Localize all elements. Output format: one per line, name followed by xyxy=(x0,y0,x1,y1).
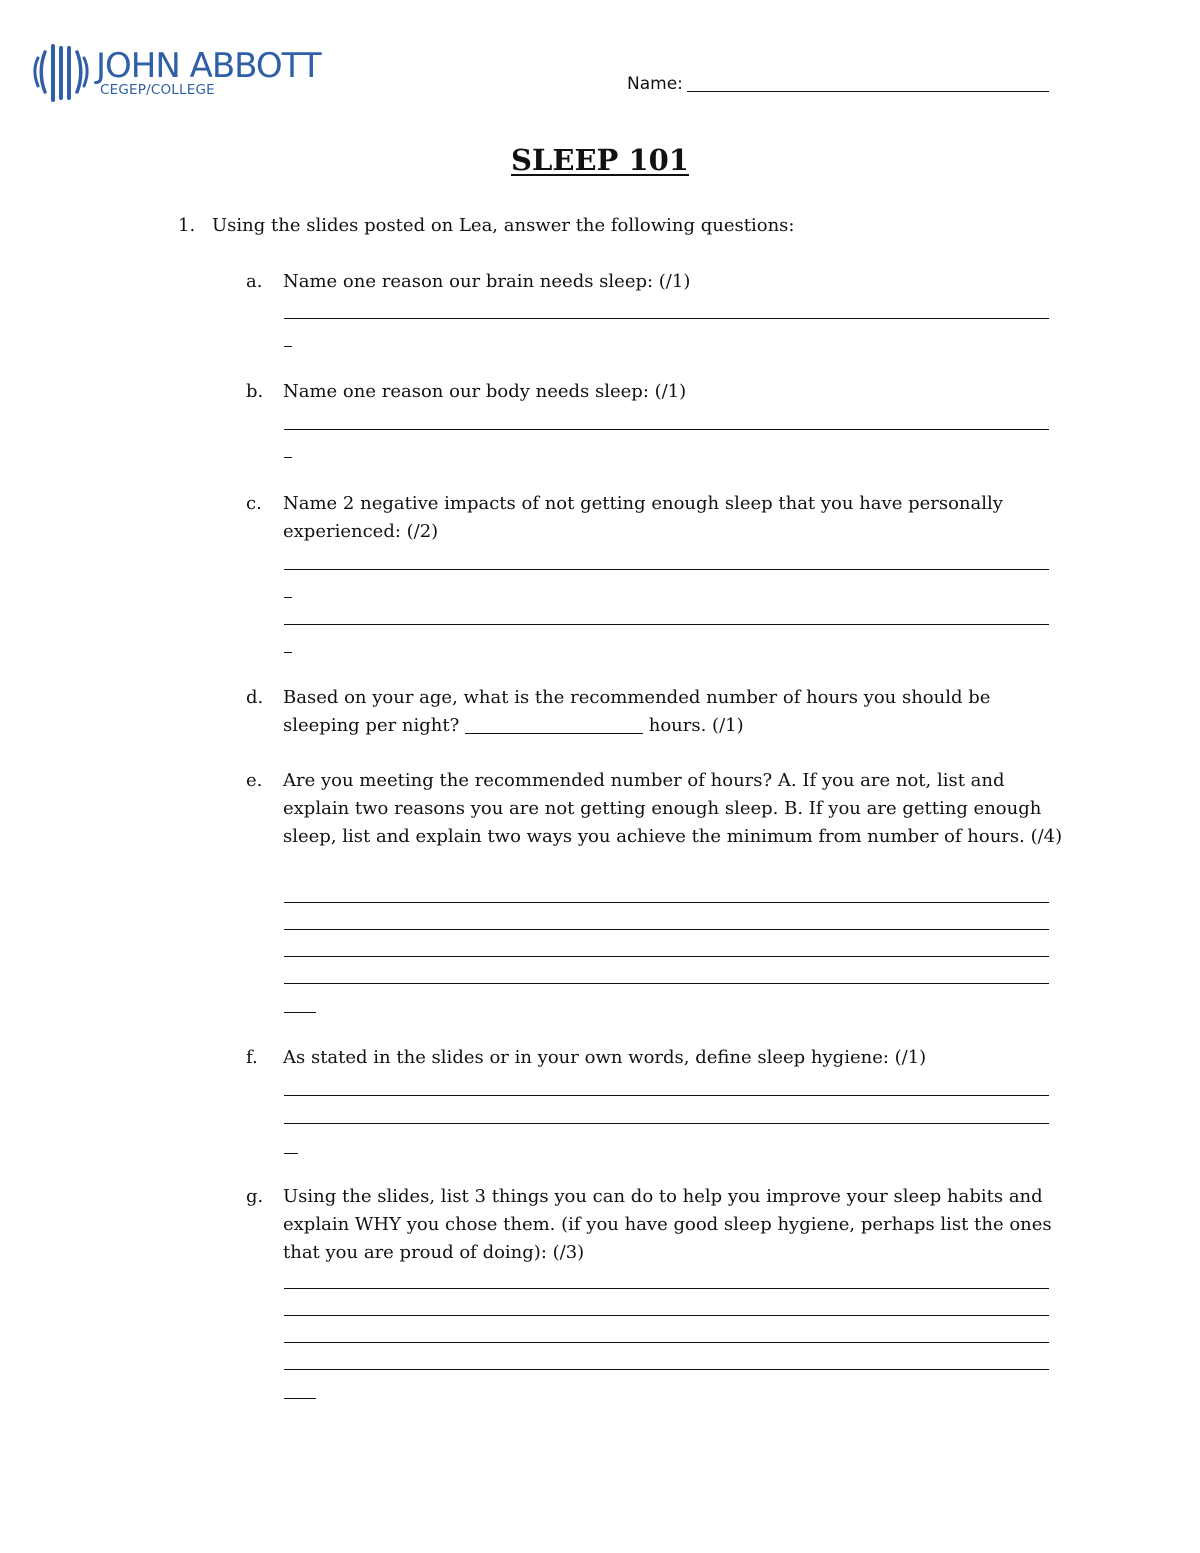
answer-line[interactable] xyxy=(284,624,1049,625)
question-letter: d. xyxy=(246,687,264,708)
question-letter: g. xyxy=(246,1186,264,1207)
question-letter: c. xyxy=(246,493,262,514)
college-logo xyxy=(30,42,340,104)
answer-line-end[interactable] xyxy=(284,652,292,653)
answer-line[interactable] xyxy=(284,318,1049,319)
answer-line-end[interactable] xyxy=(284,346,292,347)
question-letter: f. xyxy=(246,1047,258,1068)
question-letter: b. xyxy=(246,381,264,402)
answer-line[interactable] xyxy=(284,983,1049,984)
name-field-row xyxy=(627,73,1049,94)
answer-line-end[interactable] xyxy=(284,1012,316,1013)
question-text xyxy=(283,684,1063,740)
question-letter: e. xyxy=(246,770,263,791)
question-text: Name one reason our brain needs sleep: (/1) xyxy=(283,271,691,292)
hours-input-blank[interactable] xyxy=(465,715,643,734)
answer-line[interactable] xyxy=(284,929,1049,930)
question-text: Using the slides, list 3 things you can do to help you improve your sleep habits and explain WHY you chose them. (if you have good sleep hygiene, perhaps list the ones that you are proud of doing): (/3) xyxy=(283,1186,1052,1263)
answer-line-end[interactable] xyxy=(284,1398,316,1399)
answer-line[interactable] xyxy=(284,1369,1049,1370)
main-question-text: Using the slides posted on Lea, answer the following questions: xyxy=(212,215,795,236)
answer-line[interactable] xyxy=(284,1288,1049,1289)
answer-line[interactable] xyxy=(284,569,1049,570)
answer-line[interactable] xyxy=(284,1315,1049,1316)
logo-wordmark: JOHN ABBOTT xyxy=(96,46,321,86)
question-text: Are you meeting the recommended number of hours? A. If you are not, list and explain two reasons you are not getting enough sleep. B. If you are getting enough sleep, list and explain two ways you achieve the minimum from number of hours. (/4) xyxy=(283,770,1063,847)
answer-line-end[interactable] xyxy=(284,457,292,458)
answer-line[interactable] xyxy=(284,1123,1049,1124)
answer-line[interactable] xyxy=(284,956,1049,957)
question-text: Name 2 negative impacts of not getting enough sleep that you have personally experienced: (/2) xyxy=(283,493,1003,542)
main-question-number: 1. xyxy=(178,215,196,236)
question-text: As stated in the slides or in your own words, define sleep hygiene: (/1) xyxy=(283,1047,927,1068)
page-title: SLEEP 101 xyxy=(511,143,689,177)
answer-line[interactable] xyxy=(284,1342,1049,1343)
answer-line-end[interactable] xyxy=(284,597,292,598)
answer-line[interactable] xyxy=(284,1095,1049,1096)
main-question xyxy=(178,212,794,240)
question-text: Name one reason our body needs sleep: (/1) xyxy=(283,381,687,402)
name-input-line[interactable] xyxy=(687,73,1049,92)
answer-line-end[interactable] xyxy=(284,1153,298,1154)
name-label: Name: xyxy=(627,74,683,94)
question-text-after: hours. (/1) xyxy=(648,715,744,736)
question-letter: a. xyxy=(246,271,263,292)
logo-subtitle: CEGEP/COLLEGE xyxy=(100,82,215,98)
logo-mark-icon xyxy=(30,42,94,104)
answer-line[interactable] xyxy=(284,429,1049,430)
answer-line[interactable] xyxy=(284,902,1049,903)
question-text-before: Based on your age, what is the recommended number of hours you should be sleeping per night? xyxy=(283,687,991,736)
